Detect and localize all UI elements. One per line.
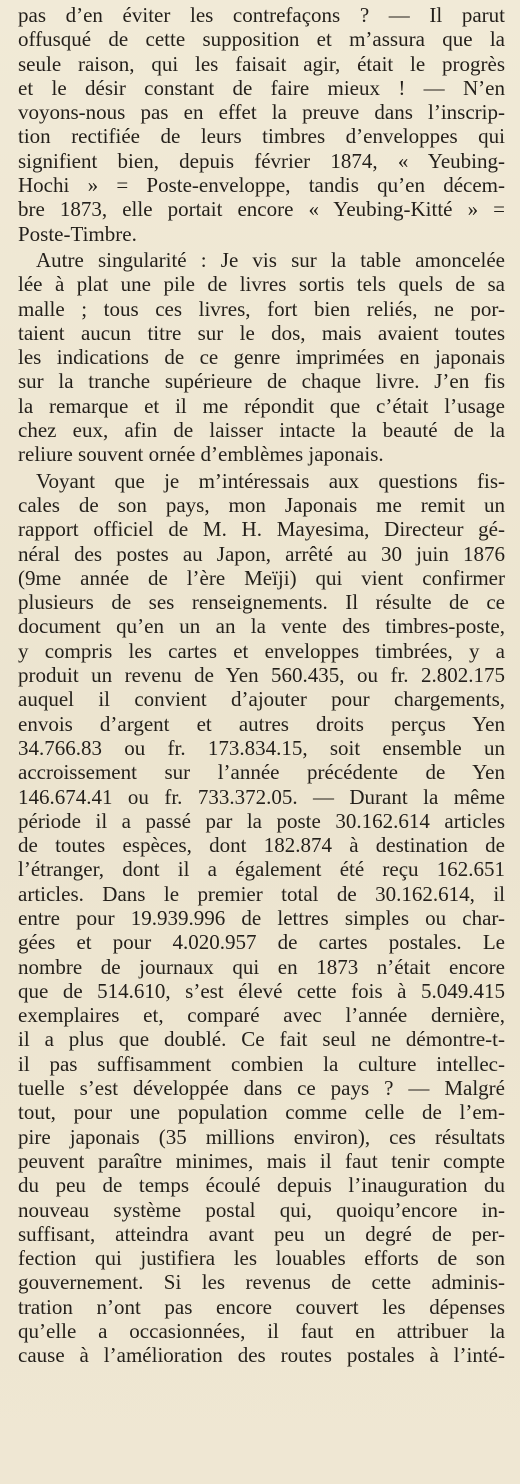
text-line: voyons-nous pas en effet la preuve dans l’inscrip- <box>18 100 505 125</box>
text-line: l’étranger, dont il a également été reçu 162.651 <box>18 857 505 882</box>
text-line: document qu’en un an la vente des timbres-poste, <box>18 614 505 639</box>
text-line: que de 514.610, s’est élevé cette fois à 5.049.415 <box>18 978 505 1003</box>
paragraph-3 <box>18 469 505 1368</box>
text-line: tout, pour une population comme celle de l’em- <box>18 1100 505 1125</box>
text-line: cales de son pays, mon Japonais me remit un <box>18 492 505 517</box>
text-line: entre pour 19.939.996 de lettres simples ou char- <box>18 905 505 930</box>
text-line: la remarque et il me répondit que c’était l’usage <box>18 393 505 418</box>
text-line: exemplaires et, comparé avec l’année dernière, <box>18 1003 505 1028</box>
text-line: lée à plat une pile de livres sortis tels quels de sa <box>18 272 505 297</box>
text-line: y compris les cartes et enveloppes timbrées, y a <box>18 638 505 663</box>
text-line: gées et pour 4.020.957 de cartes postales. Le <box>18 930 505 955</box>
text-line: les indications de ce genre imprimées en japonais <box>18 345 505 370</box>
text-line: accroissement sur l’année précédente de Yen <box>18 760 505 785</box>
text-line: du peu de temps écoulé depuis l’inauguration du <box>18 1173 505 1198</box>
text-line: malle ; tous ces livres, fort bien reliés, ne por- <box>18 296 505 321</box>
text-line: taient aucun titre sur le dos, mais avaient toutes <box>18 320 505 345</box>
text-line: 146.674.41 ou fr. 733.372.05. — Durant la même <box>18 784 505 809</box>
text-line: néral des postes au Japon, arrêté au 30 juin 1876 <box>18 541 505 566</box>
text-line: chez eux, afin de laisser intacte la beauté de la <box>18 418 505 443</box>
text-line: plusieurs de ses renseignements. Il résulte de ce <box>18 590 505 615</box>
text-line: pire japonais (35 millions environ), ces résultats <box>18 1124 505 1149</box>
text-line: cause à l’amélioration des routes postales à l’inté- <box>18 1343 505 1368</box>
text-line: il a plus que doublé. Ce fait seul ne démontre-t- <box>18 1027 505 1052</box>
paragraph-1 <box>18 3 505 246</box>
text-line: 34.766.83 ou fr. 173.834.15, soit ensemble un <box>18 735 505 760</box>
text-line: signifient bien, depuis février 1874, « Yeubing- <box>18 148 505 173</box>
text-line: sur la tranche supérieure de chaque livre. J’en fis <box>18 369 505 394</box>
text-line: Poste-Timbre. <box>18 221 137 246</box>
text-line: de toutes espèces, dont 182.874 à destination de <box>18 833 505 858</box>
text-line: rapport officiel de M. H. Mayesima, Directeur gé- <box>18 517 505 542</box>
text-line: peuvent paraître minimes, mais il faut tenir compte <box>18 1148 505 1173</box>
text-line: gouvernement. Si les revenus de cette adminis- <box>18 1270 505 1295</box>
text-line: produit un revenu de Yen 560.435, ou fr. 2.802.175 <box>18 663 505 688</box>
text-line: suffisant, atteindra avant peu un degré de per- <box>18 1221 505 1246</box>
text-line: fection qui justifiera les louables efforts de son <box>18 1246 505 1271</box>
text-line: nombre de journaux qui en 1873 n’était encore <box>18 954 505 979</box>
text-line: bre 1873, elle portait encore « Yeubing-Kitté » = <box>18 197 505 222</box>
text-line: Voyant que je m’intéressais aux questions fis- <box>36 468 505 493</box>
text-line: tuelle s’est développée dans ce pays ? — Malgré <box>18 1076 505 1101</box>
text-line: tration n’ont pas encore couvert les dépenses <box>18 1294 505 1319</box>
text-line: seule raison, qui les faisait agir, était le progrès <box>18 51 505 76</box>
text-line: articles. Dans le premier total de 30.162.614, il <box>18 881 505 906</box>
text-line: offusqué de cette supposition et m’assura que la <box>18 27 505 52</box>
text-line: qu’elle a occasionnées, il faut en attribuer la <box>18 1319 505 1344</box>
text-line: et le désir constant de faire mieux ! — N’en <box>18 75 505 100</box>
text-line: envois d’argent et autres droits perçus Yen <box>18 711 505 736</box>
text-line: tion rectifiée de leurs timbres d’enveloppes qui <box>18 124 505 149</box>
text-line: il pas suffisamment combien la culture intellec- <box>18 1051 505 1076</box>
text-line: Hochi » = Poste-enveloppe, tandis qu’en décem- <box>18 173 505 198</box>
text-line: Autre singularité : Je vis sur la table amoncelée <box>36 247 505 272</box>
text-line: nouveau système postal qui, quoiqu’encore in- <box>18 1197 505 1222</box>
text-line: pas d’en éviter les contrefaçons ? — Il parut <box>18 3 505 27</box>
text-line: auquel il convient d’ajouter pour chargements, <box>18 687 505 712</box>
text-line: reliure souvent ornée d’emblèmes japonais. <box>18 442 384 467</box>
text-line: période il a passé par la poste 30.162.614 articles <box>18 808 505 833</box>
text-line: (9me année de l’ère Meïji) qui vient confirmer <box>18 565 505 590</box>
paragraph-2 <box>18 248 505 467</box>
